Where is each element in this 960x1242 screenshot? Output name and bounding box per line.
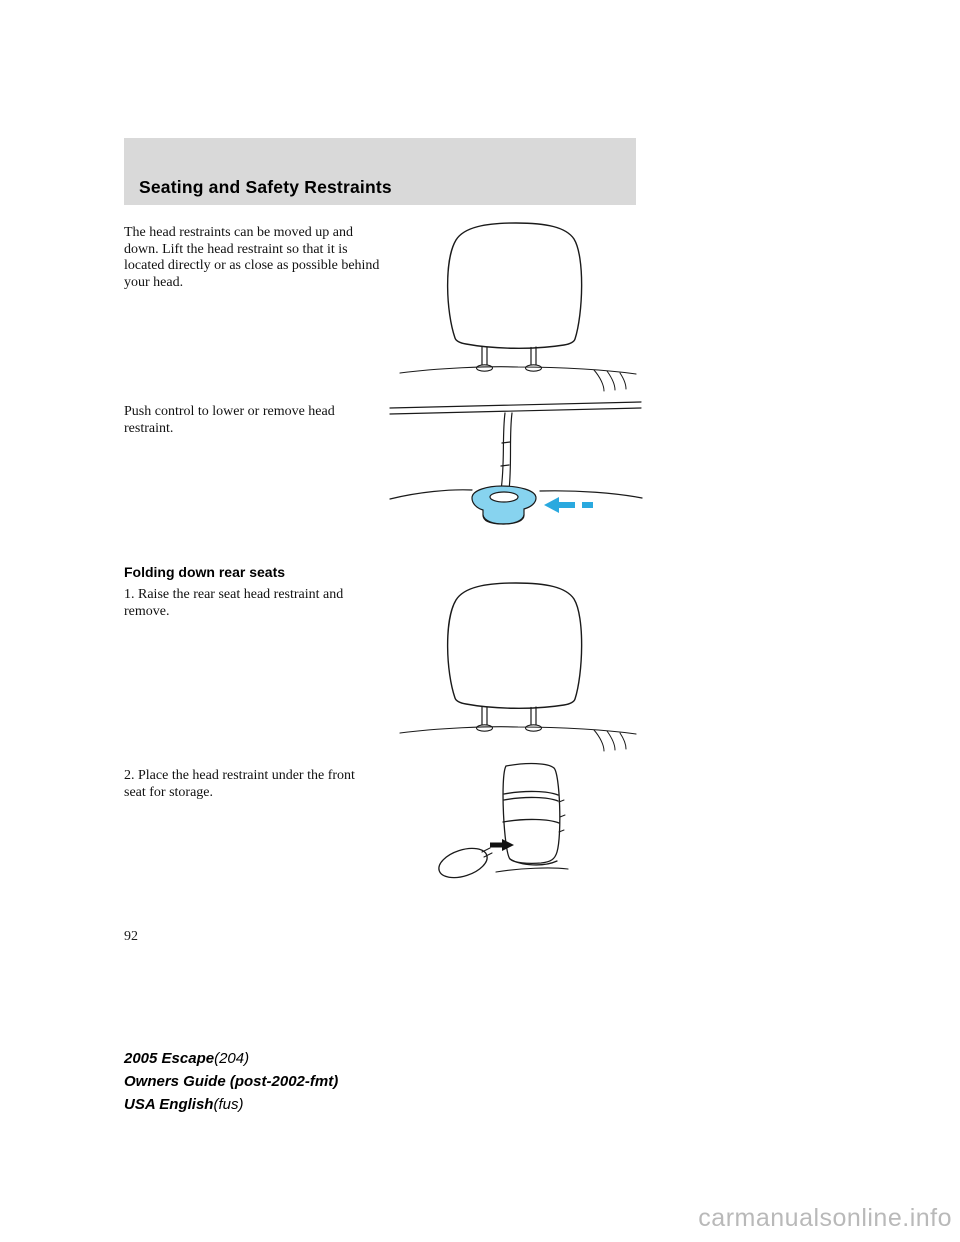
footer-language-code: (fus) [213,1096,244,1113]
arrow-left-icon [544,497,593,513]
head-restraint-front-view-icon [398,220,638,392]
push-control-closeup-icon [388,398,644,546]
footer-model-code: (204) [214,1050,250,1067]
step-2-store-head-restraint: 2. Place the head restraint under the front seat for storage. [124,768,355,800]
paragraph-head-restraint-adjust: The head restraints can be moved up and down. Lift the head restraint so that it is located directly or as close as possible behind your head. [124,225,380,290]
head-restraint-up-down-figure [398,220,638,392]
push-control-figure [388,398,644,546]
watermark-text: carmanualsonline.info [698,1204,952,1232]
head-restraint-storage-figure [436,760,586,888]
footer-line-language [124,1093,338,1116]
footer-line-guide [124,1070,338,1093]
section-header-bar [124,138,636,205]
footer-line-model [124,1047,338,1070]
footer-guide-name: Owners Guide (post-2002-fmt) [124,1073,339,1090]
footer-publication-info [124,1047,338,1116]
page-number: 92 [124,929,138,944]
heading-folding-down-rear-seats: Folding down rear seats [124,564,286,580]
step-1-raise-head-restraint: 1. Raise the rear seat head restraint and remove. [124,587,344,619]
rear-head-restraint-figure [398,580,638,752]
footer-model-name: 2005 Escape [124,1050,215,1067]
paragraph-push-control: Push control to lower or remove head restraint. [124,404,335,436]
footer-language: USA English [124,1096,214,1113]
storage-under-seat-icon [436,760,586,888]
section-title: Seating and Safety Restraints [139,177,392,197]
head-restraint-front-view-icon [398,580,638,752]
